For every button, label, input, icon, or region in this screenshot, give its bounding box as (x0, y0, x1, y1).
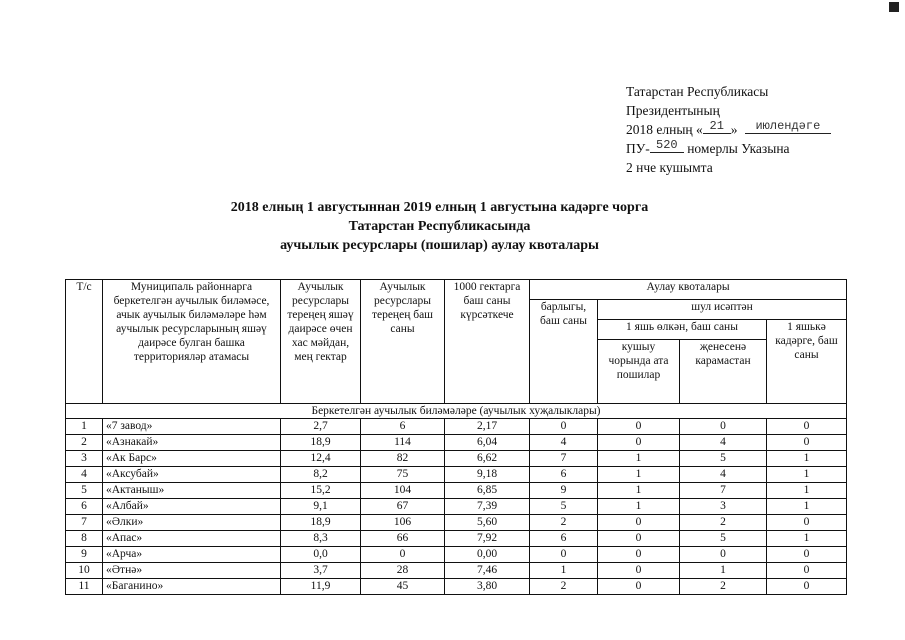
row-quota-under-one: 0 (767, 547, 847, 563)
row-quota-under-one: 1 (767, 451, 847, 467)
row-number: 8 (66, 531, 103, 547)
row-habitat-area: 3,7 (281, 563, 361, 579)
row-habitat-area: 0,0 (281, 547, 361, 563)
decree-reference-block (626, 82, 896, 177)
row-population-count: 104 (361, 483, 445, 499)
row-territory-name: «Аксубай» (103, 467, 281, 483)
row-quota-males: 1 (598, 467, 680, 483)
header-line-date (626, 120, 896, 139)
row-quota-under-one: 0 (767, 563, 847, 579)
row-quota-under-one: 1 (767, 483, 847, 499)
row-habitat-area: 8,2 (281, 467, 361, 483)
row-number: 10 (66, 563, 103, 579)
header-regardless-sex: җенесенә карамастан (680, 340, 767, 404)
header-quota-group: Аулау квоталары (530, 280, 847, 300)
row-quota-total: 0 (530, 547, 598, 563)
table-row (66, 547, 847, 563)
row-density: 7,46 (445, 563, 530, 579)
row-population-count: 6 (361, 419, 445, 435)
row-quota-males: 0 (598, 531, 680, 547)
row-quota-any-sex: 4 (680, 435, 767, 451)
row-number: 6 (66, 499, 103, 515)
header-of-which: шул исәптән (598, 300, 847, 320)
header-density: 1000 гектарга баш саны күрсәткече (445, 280, 530, 404)
row-quota-under-one: 1 (767, 467, 847, 483)
row-quota-total: 2 (530, 579, 598, 595)
title-line-3: аучылык ресурслары (пошилар) аулау квоталары (280, 238, 599, 253)
header-males-rut: кушыу чорында ата пошилар (598, 340, 680, 404)
row-habitat-area: 9,1 (281, 499, 361, 515)
row-territory-name: «Әлки» (103, 515, 281, 531)
row-quota-total: 0 (530, 419, 598, 435)
row-quota-males: 0 (598, 419, 680, 435)
row-quota-under-one: 0 (767, 435, 847, 451)
row-quota-any-sex: 0 (680, 419, 767, 435)
row-density: 2,17 (445, 419, 530, 435)
row-habitat-area: 15,2 (281, 483, 361, 499)
row-quota-males: 0 (598, 547, 680, 563)
date-day-handwritten: 21 (703, 120, 731, 134)
row-number: 1 (66, 419, 103, 435)
row-density: 3,80 (445, 579, 530, 595)
header-num: Т/с (66, 280, 103, 404)
header-under-one: 1 яшькә кадәрге, баш саны (767, 320, 847, 404)
row-quota-total: 1 (530, 563, 598, 579)
row-quota-any-sex: 2 (680, 515, 767, 531)
header-line-president: Президентының (626, 103, 720, 118)
header-line-republic: Татарстан Республикасы (626, 84, 769, 99)
row-territory-name: «7 завод» (103, 419, 281, 435)
row-population-count: 0 (361, 547, 445, 563)
table-row (66, 451, 847, 467)
row-quota-under-one: 0 (767, 579, 847, 595)
title-line-2: Татарстан Республикасында (348, 219, 531, 234)
row-habitat-area: 11,9 (281, 579, 361, 595)
row-quota-any-sex: 7 (680, 483, 767, 499)
row-quota-males: 1 (598, 483, 680, 499)
row-habitat-area: 8,3 (281, 531, 361, 547)
row-quota-males: 0 (598, 435, 680, 451)
section-assigned-hunting-grounds: Беркетелгән аучылык биләмәләре (аучылык хуҗалыклары) (66, 404, 847, 419)
row-quota-total: 9 (530, 483, 598, 499)
row-density: 7,39 (445, 499, 530, 515)
header-population-count: Аучылык ресурслары тереңeң баш саны (361, 280, 445, 404)
row-quota-under-one: 1 (767, 499, 847, 515)
row-quota-males: 0 (598, 563, 680, 579)
row-density: 6,62 (445, 451, 530, 467)
row-number: 9 (66, 547, 103, 563)
row-territory-name: «Ак Барс» (103, 451, 281, 467)
row-density: 7,92 (445, 531, 530, 547)
row-territory-name: «Актаныш» (103, 483, 281, 499)
row-density: 5,60 (445, 515, 530, 531)
table-row (66, 419, 847, 435)
row-population-count: 75 (361, 467, 445, 483)
row-territory-name: «Азнакай» (103, 435, 281, 451)
table-row (66, 515, 847, 531)
title-line-1: 2018 елның 1 августыннан 2019 елның 1 августына кадәрге чорга (230, 200, 649, 215)
row-quota-males: 0 (598, 515, 680, 531)
header-habitat-area: Аучылык ресурслары тереңeң яшәү даирәсе өчен хас мәйдан, мең гектар (281, 280, 361, 404)
quota-table (65, 279, 847, 595)
row-density: 9,18 (445, 467, 530, 483)
row-territory-name: «Әтнә» (103, 563, 281, 579)
row-population-count: 106 (361, 515, 445, 531)
row-quota-males: 0 (598, 579, 680, 595)
scan-corner-mark (889, 2, 899, 12)
row-habitat-area: 18,9 (281, 515, 361, 531)
row-habitat-area: 18,9 (281, 435, 361, 451)
date-month-handwritten: июлендәге (745, 120, 831, 134)
row-territory-name: «Апас» (103, 531, 281, 547)
row-quota-any-sex: 1 (680, 563, 767, 579)
row-density: 0,00 (445, 547, 530, 563)
row-quota-any-sex: 2 (680, 579, 767, 595)
row-number: 11 (66, 579, 103, 595)
row-density: 6,85 (445, 483, 530, 499)
row-quota-total: 5 (530, 499, 598, 515)
document-title (0, 198, 905, 255)
row-quota-any-sex: 5 (680, 531, 767, 547)
decree-prefix: ПУ- (626, 141, 650, 156)
row-population-count: 45 (361, 579, 445, 595)
row-territory-name: «Баганино» (103, 579, 281, 595)
row-quota-any-sex: 5 (680, 451, 767, 467)
row-quota-total: 6 (530, 531, 598, 547)
row-quota-total: 7 (530, 451, 598, 467)
header-line-annex: 2 нче кушымта (626, 160, 713, 175)
row-quota-total: 6 (530, 467, 598, 483)
row-quota-males: 1 (598, 451, 680, 467)
table-row (66, 563, 847, 579)
row-territory-name: «Арча» (103, 547, 281, 563)
row-quota-total: 2 (530, 515, 598, 531)
table-row (66, 483, 847, 499)
row-number: 3 (66, 451, 103, 467)
row-population-count: 67 (361, 499, 445, 515)
quota-table-body (66, 419, 847, 595)
date-prefix: 2018 елның « (626, 122, 703, 137)
row-population-count: 28 (361, 563, 445, 579)
row-density: 6,04 (445, 435, 530, 451)
row-quota-any-sex: 0 (680, 547, 767, 563)
row-habitat-area: 2,7 (281, 419, 361, 435)
row-number: 7 (66, 515, 103, 531)
row-number: 5 (66, 483, 103, 499)
date-mid: » (730, 122, 741, 137)
row-population-count: 82 (361, 451, 445, 467)
row-habitat-area: 12,4 (281, 451, 361, 467)
row-quota-males: 1 (598, 499, 680, 515)
row-population-count: 66 (361, 531, 445, 547)
table-row (66, 435, 847, 451)
row-quota-any-sex: 4 (680, 467, 767, 483)
table-row (66, 531, 847, 547)
table-row (66, 579, 847, 595)
row-number: 4 (66, 467, 103, 483)
table-row (66, 499, 847, 515)
decree-number-handwritten: 520 (650, 139, 684, 153)
row-number: 2 (66, 435, 103, 451)
decree-suffix: номерлы Указына (683, 141, 790, 156)
row-quota-any-sex: 3 (680, 499, 767, 515)
row-quota-total: 4 (530, 435, 598, 451)
header-quota-total: барлыгы, баш саны (530, 300, 598, 404)
header-territory-name: Муниципаль районнарга беркетелгән аучылык биләмәсе, ачык аучылык биләмәләре һәм аучылык ресурсларының яшәү даирәсе булган башка территорияләр атамасы (103, 280, 281, 404)
header-adult-group: 1 яшь өлкән, баш саны (598, 320, 767, 340)
row-quota-under-one: 1 (767, 531, 847, 547)
table-row (66, 467, 847, 483)
row-quota-under-one: 0 (767, 515, 847, 531)
row-quota-under-one: 0 (767, 419, 847, 435)
row-territory-name: «Албай» (103, 499, 281, 515)
header-line-decree (626, 139, 896, 158)
row-population-count: 114 (361, 435, 445, 451)
